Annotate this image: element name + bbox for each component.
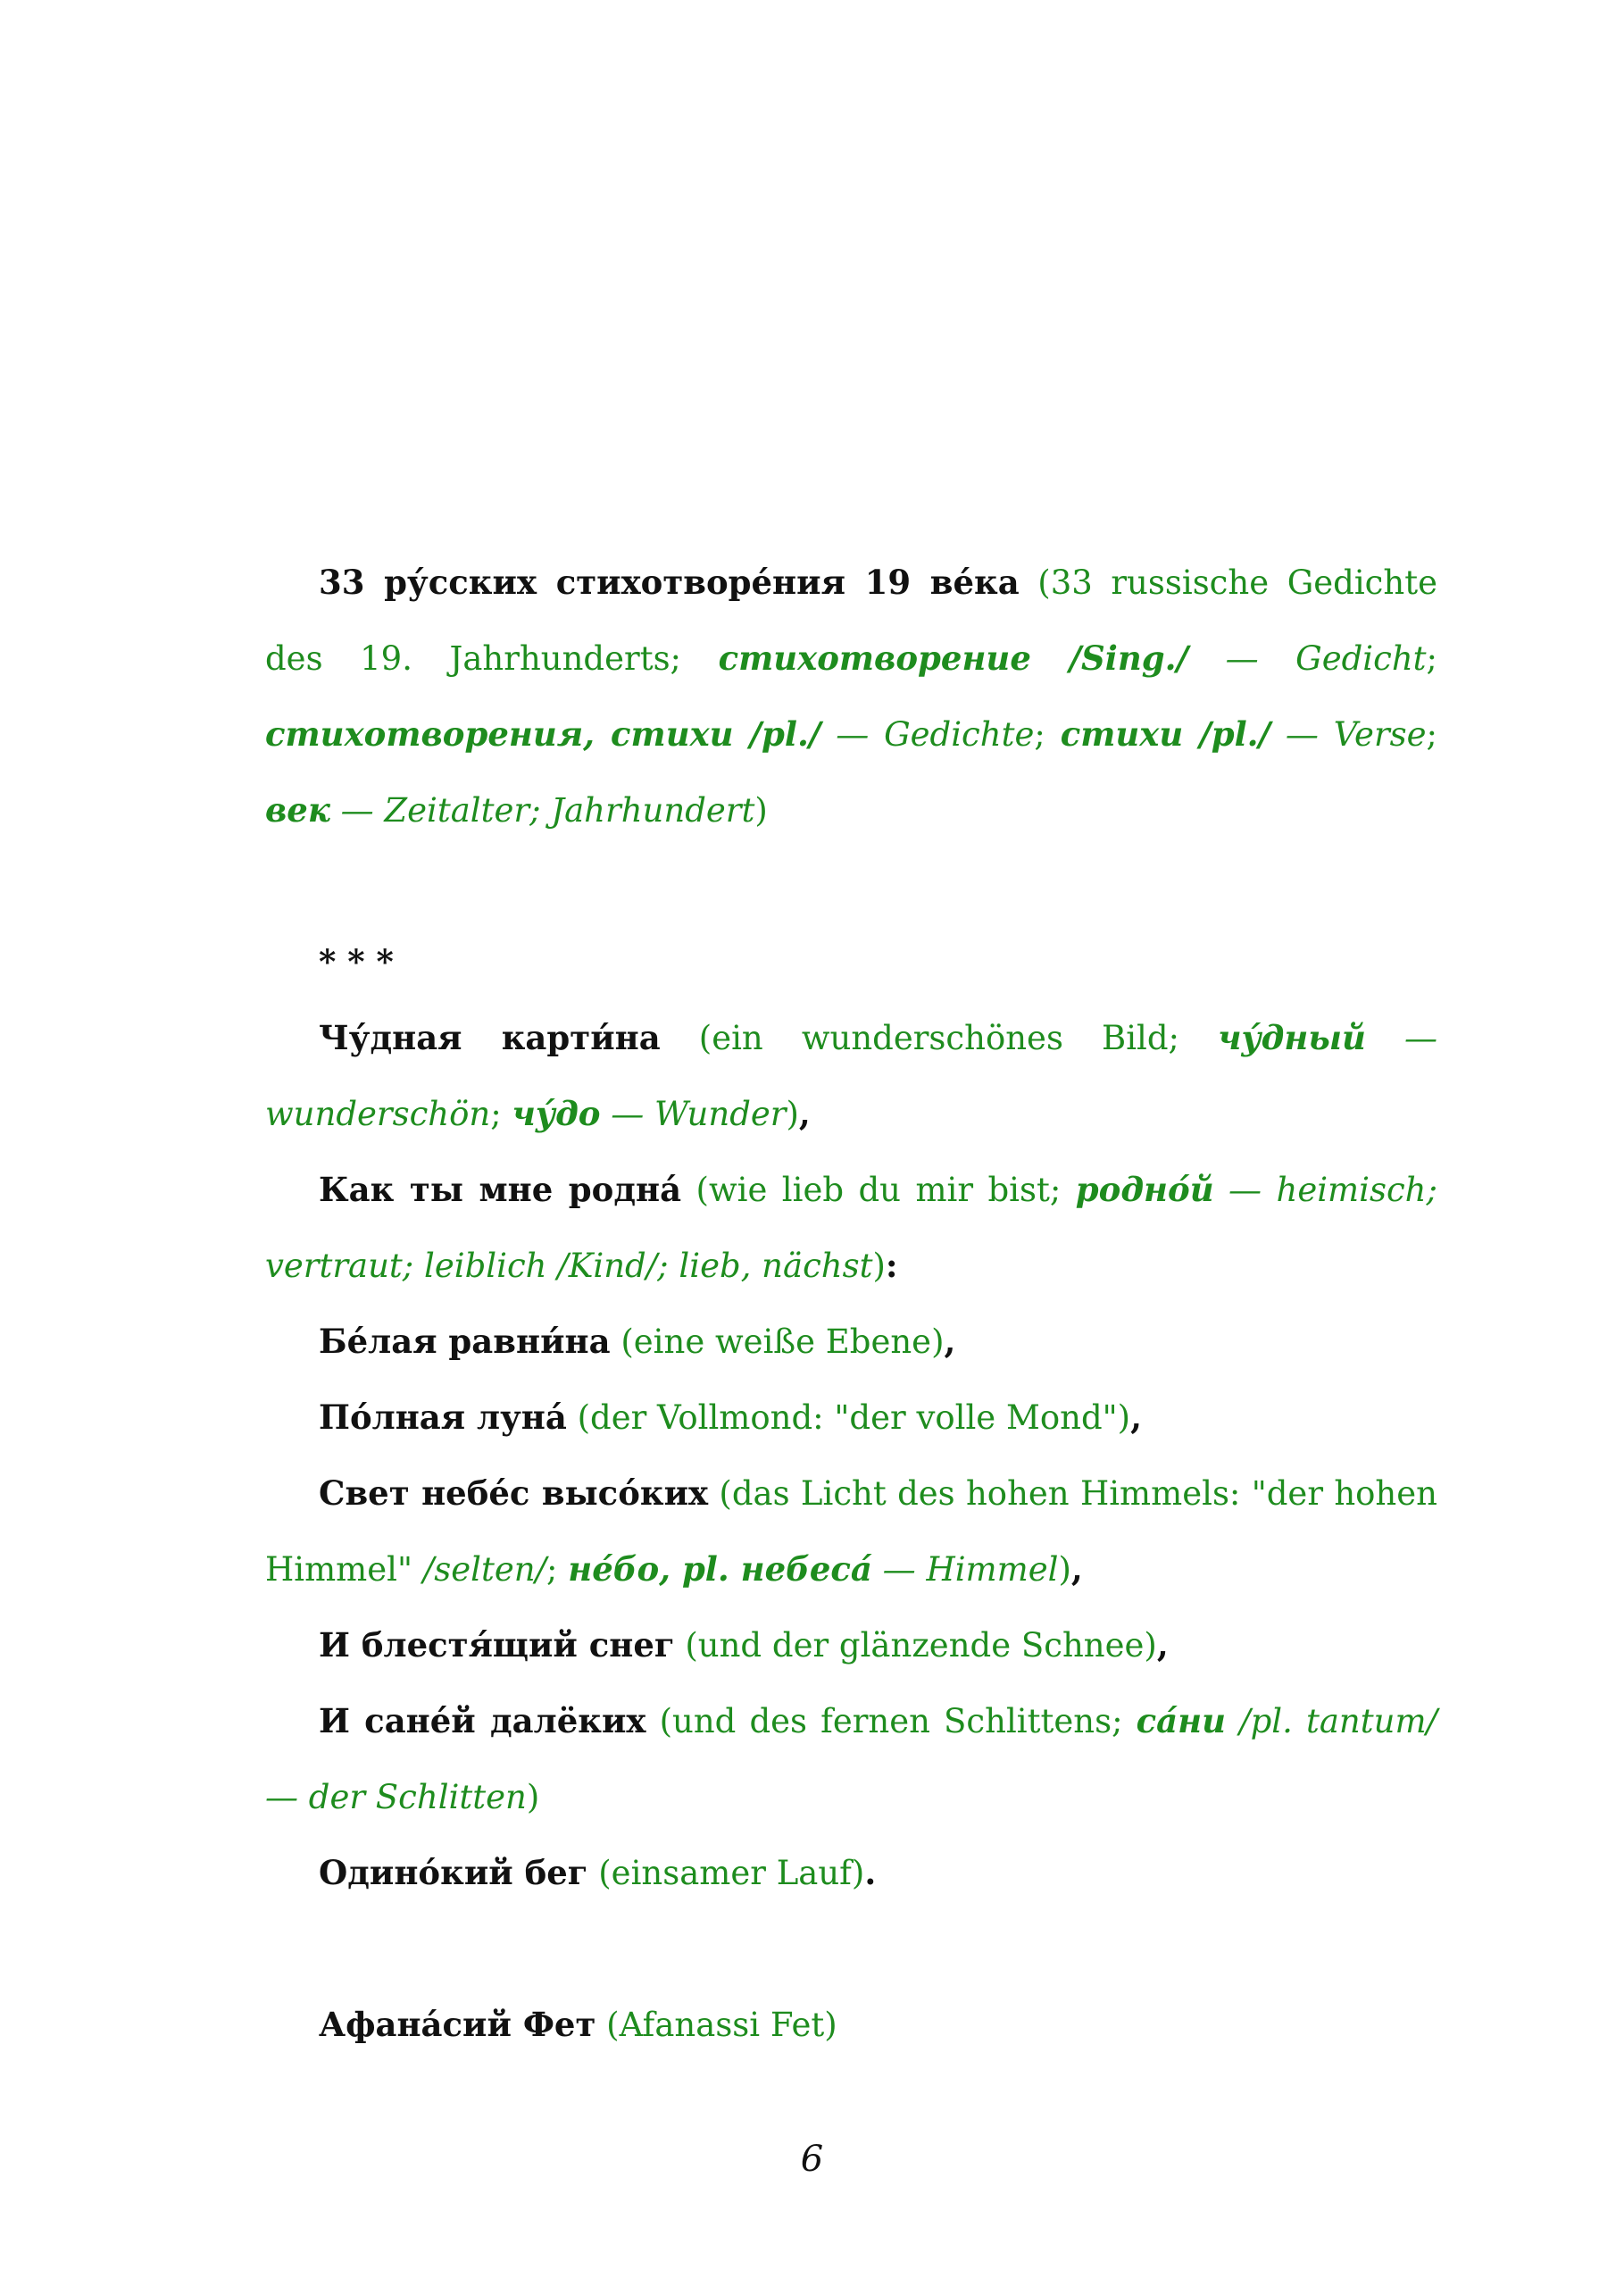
gloss-note: /selten/ <box>422 1550 547 1589</box>
gloss-text: (wie lieb du mir bist; <box>681 1171 1076 1209</box>
gloss-meaning: — wunderschön <box>265 1019 1437 1133</box>
gloss-text: (und der glänzende Schnee) <box>674 1626 1157 1665</box>
russian-line: Одино́кий бег <box>319 1853 588 1892</box>
poem-line-7 <box>265 1683 1437 1835</box>
gloss-text: (einsamer Lauf) <box>587 1854 865 1892</box>
gloss-term: стихотворения, стихи /pl./ <box>265 714 821 754</box>
gloss-text: ) <box>754 791 768 830</box>
russian-line: Бе́лая равни́на <box>319 1322 611 1361</box>
russian-line: И блестя́щий снег <box>319 1625 675 1665</box>
gloss-term: не́бо, pl. небеса́ <box>568 1549 872 1589</box>
gloss-text: (ein wunderschönes Bild; <box>660 1019 1219 1057</box>
line-punctuation: , <box>1070 1549 1083 1589</box>
russian-line: И сане́й далёких <box>319 1701 646 1740</box>
line-punctuation: . <box>864 1853 877 1892</box>
poem-line-4 <box>265 1380 1437 1456</box>
gloss-text: ; <box>1426 715 1437 754</box>
poem-line-8 <box>265 1835 1437 1911</box>
gloss-meaning: — Gedicht <box>1188 639 1427 678</box>
gloss-text: ) <box>1058 1550 1071 1589</box>
gloss-meaning: — heimisch; vertraut; leiblich /Kind/; lieb, nächst <box>265 1171 1437 1285</box>
gloss-term: век <box>265 790 330 830</box>
poem-line-1 <box>265 1000 1437 1152</box>
poem-line-5 <box>265 1456 1437 1607</box>
gloss-meaning: — Gedichte <box>820 715 1035 754</box>
line-punctuation: : <box>885 1246 898 1285</box>
gloss-text: (der Vollmond: "der volle Mond") <box>566 1398 1131 1437</box>
gloss-text: ; <box>546 1550 569 1589</box>
spacer <box>265 848 1437 924</box>
russian-line: По́лная луна́ <box>319 1398 567 1437</box>
line-punctuation: , <box>944 1322 956 1361</box>
gloss-meaning: — Wunder <box>600 1095 787 1133</box>
gloss-text: ) <box>872 1247 886 1285</box>
gloss-text: ; <box>1426 639 1438 678</box>
poem-line-2 <box>265 1152 1437 1304</box>
gloss-meaning: /pl. tantum/ — der Schlitten <box>265 1702 1438 1816</box>
gloss-text: ) <box>786 1095 799 1133</box>
poem-line-3 <box>265 1304 1437 1380</box>
author-name-russian: Афана́сий Фет <box>319 2005 596 2044</box>
section-separator: * * * <box>319 942 394 981</box>
gloss-text: (eine weiße Ebene) <box>610 1323 945 1361</box>
gloss-term: чу́до <box>512 1094 601 1133</box>
author-name-german: (Afanassi Fet) <box>595 2006 837 2044</box>
gloss-text: ) <box>526 1778 540 1816</box>
line-punctuation: , <box>1156 1625 1169 1665</box>
gloss-term: родно́й <box>1075 1170 1214 1209</box>
poem-author <box>265 1987 1437 2063</box>
gloss-term: чу́дный <box>1218 1018 1366 1057</box>
gloss-text: (das Licht des hohen Himmels: "der hohen Himmel" <box>265 1474 1437 1589</box>
russian-title: 33 ру́сских стихотворе́ния 19 ве́ка <box>319 563 1020 602</box>
poem-line-6 <box>265 1607 1437 1683</box>
gloss-term: стихи /pl./ <box>1060 714 1271 754</box>
gloss-text: (33 russische Gedichte des 19. Jahrhunderts; <box>265 563 1437 678</box>
russian-line: Чу́дная карти́на <box>319 1018 661 1057</box>
gloss-text: ; <box>1034 715 1061 754</box>
gloss-text: ; <box>490 1095 512 1133</box>
spacer <box>265 1911 1437 1987</box>
page-content <box>265 545 1437 2063</box>
line-punctuation: , <box>1130 1398 1142 1437</box>
line-punctuation: , <box>798 1094 811 1133</box>
gloss-term: стихотворение /Sing./ <box>718 638 1189 678</box>
gloss-term: са́ни <box>1136 1701 1227 1740</box>
page-number: 6 <box>800 2139 824 2180</box>
gloss-meaning: — Himmel <box>871 1550 1059 1589</box>
gloss-text: (und des fernen Schlittens; <box>645 1702 1137 1740</box>
russian-line: Свет небе́с высо́ких <box>319 1473 709 1513</box>
gloss-meaning: — Verse <box>1270 715 1427 754</box>
book-title-paragraph <box>265 545 1437 848</box>
russian-line: Как ты мне родна́ <box>319 1170 682 1209</box>
gloss-meaning: — Zeitalter; Jahrhundert <box>329 791 755 830</box>
